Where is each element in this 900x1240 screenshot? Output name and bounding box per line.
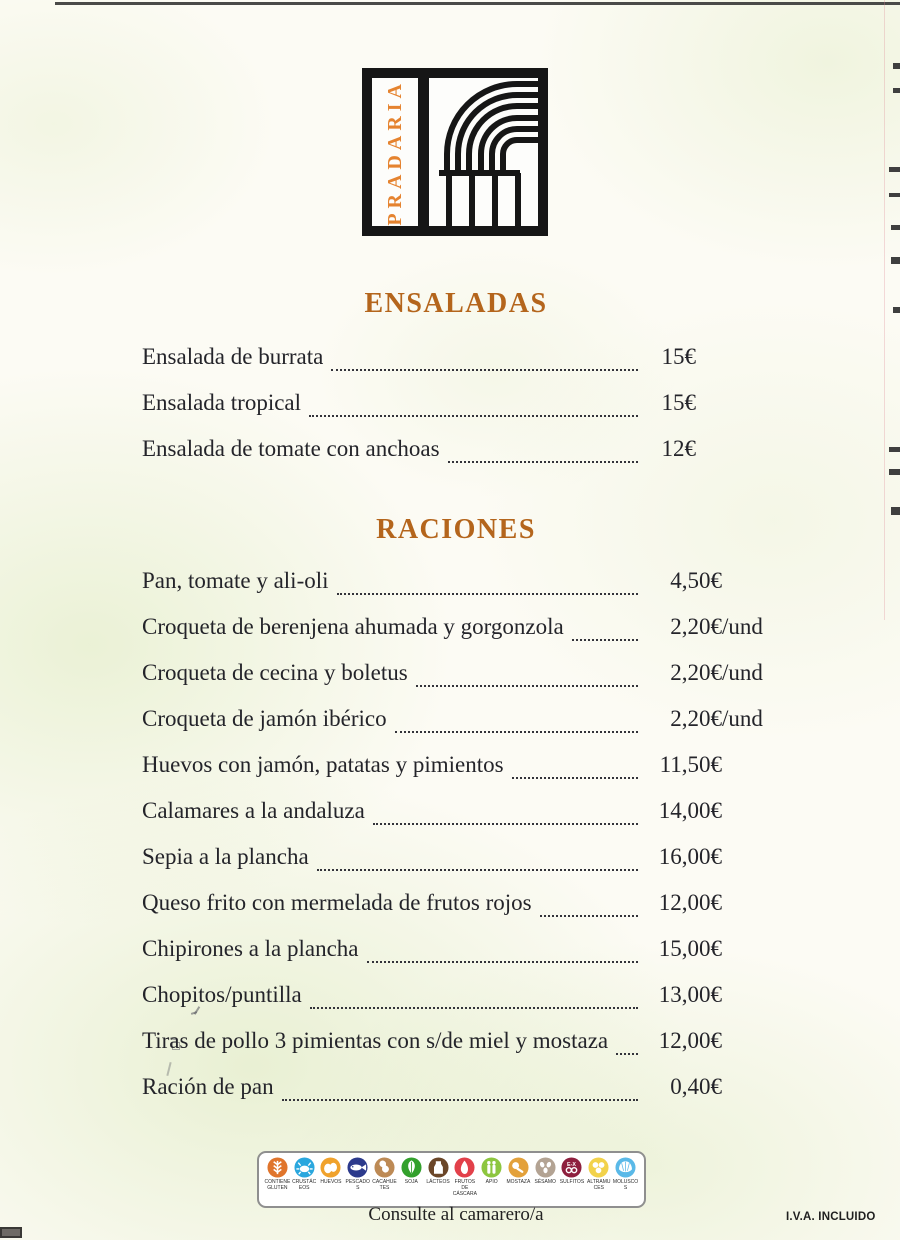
- item-price: [648, 742, 770, 788]
- item-price: [648, 834, 770, 880]
- allergen-label: ALTRAMUCES: [587, 1179, 611, 1191]
- vat-note: I.V.A. INCLUIDO: [786, 1211, 876, 1223]
- allergen-icon-crustaceos: [294, 1157, 315, 1178]
- item-price: [648, 558, 770, 604]
- allergen-item-cacahuetes: [371, 1157, 398, 1192]
- scan-artifact-edge-mark: [891, 257, 900, 264]
- item-price: [648, 788, 770, 834]
- item-price: [648, 380, 770, 426]
- scan-artifact-top-edge: [55, 2, 900, 5]
- item-name: Pan, tomate y ali-oli: [142, 568, 329, 593]
- item-price: [648, 334, 770, 380]
- allergen-label: CACAHUETES: [372, 1179, 397, 1191]
- restaurant-logo: [362, 68, 548, 236]
- allergen-icon-apio: [481, 1157, 502, 1178]
- allergen-item-pescados: [344, 1157, 371, 1192]
- allergen-label: MOSTAZA: [506, 1179, 531, 1185]
- menu-item-row: [142, 650, 770, 696]
- allergen-item-gluten: [264, 1157, 291, 1192]
- scan-artifact-edge-mark: [891, 507, 900, 515]
- item-name: Ensalada tropical: [142, 390, 302, 415]
- allergen-icon-sesamo: [535, 1157, 556, 1178]
- dot-leader: [373, 823, 638, 825]
- dot-leader: [317, 869, 638, 871]
- scan-artifact-edge-mark: [889, 193, 900, 197]
- dot-leader: [331, 369, 638, 371]
- allergen-item-moluscos: [612, 1157, 639, 1192]
- item-name: Ración de pan: [142, 1074, 274, 1099]
- allergen-icon-pescados: [347, 1157, 368, 1178]
- allergen-label: PESCADOS: [345, 1179, 370, 1191]
- scan-artifact-edge-mark: [891, 225, 900, 230]
- dot-leader: [540, 915, 638, 917]
- price-amount: 0,40€: [670, 1074, 722, 1099]
- allergen-icon-moluscos: [615, 1157, 636, 1178]
- menu-item-row: [142, 558, 770, 604]
- item-name: Sepia a la plancha: [142, 844, 309, 869]
- dot-leader: [309, 415, 638, 417]
- item-price: [648, 696, 770, 742]
- scan-artifact-edge-mark: [893, 88, 900, 93]
- price-amount: 4,50€: [670, 568, 722, 593]
- section-heading-ensaladas: ENSALADAS: [364, 288, 548, 319]
- item-price: [648, 880, 770, 926]
- menu-section-raciones: [142, 558, 770, 1110]
- price-amount: 12,00€: [658, 890, 722, 915]
- item-name: Chipirones a la plancha: [142, 936, 359, 961]
- price-amount: 16,00€: [658, 844, 722, 869]
- allergen-icon-altramuces: [588, 1157, 609, 1178]
- scan-artifact-corner-mark: [0, 1227, 22, 1238]
- scan-artifact-edge-mark: [889, 469, 900, 475]
- price-unit: /und: [722, 660, 763, 685]
- price-unit: /und: [722, 614, 763, 639]
- price-amount: 12,00€: [658, 1028, 722, 1053]
- logo-divider: [418, 78, 429, 226]
- dot-leader: [310, 1007, 638, 1009]
- price-amount: 15,00€: [658, 936, 722, 961]
- item-price: [648, 650, 770, 696]
- logo-brand-panel: [372, 78, 418, 226]
- allergen-item-altramuces: [585, 1157, 612, 1192]
- allergen-item-lacteos: [425, 1157, 452, 1186]
- svg-text:E-X: E-X: [567, 1161, 577, 1168]
- menu-item-row: [142, 788, 770, 834]
- item-name: Queso frito con mermelada de frutos rojos: [142, 890, 532, 915]
- item-name: Huevos con jamón, patatas y pimientos: [142, 752, 504, 777]
- dot-leader: [448, 461, 638, 463]
- scan-artifact-edge-mark: [893, 63, 900, 69]
- menu-item-row: [142, 696, 770, 742]
- dot-leader: [282, 1099, 638, 1101]
- menu-item-row: [142, 380, 770, 426]
- price-amount: 2,20€: [670, 660, 722, 685]
- allergen-item-crustaceos: [291, 1157, 318, 1192]
- dot-leader: [337, 593, 638, 595]
- allergen-label: CONTIENE GLUTEN: [264, 1179, 291, 1191]
- allergen-label: FRUTOS DE CÁSCARA: [452, 1179, 477, 1197]
- item-name: Croqueta de berenjena ahumada y gorgonzola: [142, 614, 564, 639]
- price-amount: 14,00€: [658, 798, 722, 823]
- allergen-item-soja: [398, 1157, 425, 1186]
- menu-section-ensaladas: [142, 334, 770, 472]
- item-name: Croqueta de jamón ibérico: [142, 706, 387, 731]
- menu-item-row: [142, 972, 770, 1018]
- allergen-label: LÁCTEOS: [426, 1179, 450, 1185]
- section-heading-raciones: RACIONES: [376, 514, 536, 545]
- menu-item-row: [142, 926, 770, 972]
- allergen-label: CRUSTÁCEOS: [292, 1179, 317, 1191]
- dot-leader: [572, 639, 638, 641]
- menu-item-row: [142, 604, 770, 650]
- allergen-legend: [257, 1151, 646, 1208]
- item-price: [648, 926, 770, 972]
- allergen-icon-lacteos: [428, 1157, 449, 1178]
- logo-arches-icon: [429, 78, 538, 226]
- item-name: Croqueta de cecina y boletus: [142, 660, 408, 685]
- price-amount: 2,20€: [670, 706, 722, 731]
- scan-artifact-edge-mark: [893, 307, 900, 313]
- allergen-icon-gluten: [267, 1157, 288, 1178]
- item-price: [648, 604, 770, 650]
- price-amount: 13,00€: [658, 982, 722, 1007]
- logo-brand-text: PRADARIA: [383, 78, 406, 226]
- allergen-label: MOLUSCOS: [612, 1179, 639, 1191]
- dot-leader: [616, 1053, 638, 1055]
- item-name: Ensalada de tomate con anchoas: [142, 436, 440, 461]
- allergen-icon-huevos: [320, 1157, 341, 1178]
- item-price: [648, 426, 770, 472]
- item-name: Chopitos/puntilla: [142, 982, 302, 1007]
- price-amount: 15€: [661, 344, 696, 369]
- allergen-label: APIO: [485, 1179, 498, 1185]
- item-name: Calamares a la andaluza: [142, 798, 365, 823]
- allergen-icon-mostaza: [508, 1157, 529, 1178]
- item-price: [648, 1018, 770, 1064]
- menu-item-row: [142, 834, 770, 880]
- price-amount: 15€: [661, 390, 696, 415]
- allergen-item-frutos-cascara: [451, 1157, 478, 1197]
- menu-item-row: [142, 880, 770, 926]
- allergen-item-mostaza: [505, 1157, 532, 1186]
- allergen-item-sulfitos: [559, 1157, 586, 1186]
- allergen-label: SÉSAMO: [534, 1179, 556, 1185]
- menu-item-row: [142, 1018, 770, 1064]
- dot-leader: [395, 731, 638, 733]
- dot-leader: [367, 961, 638, 963]
- dot-leader: [512, 777, 638, 779]
- item-name: Tiras de pollo 3 pimientas con s/de miel y mostaza: [142, 1028, 609, 1053]
- menu-item-row: [142, 334, 770, 380]
- scan-artifact-pink-line: [884, 0, 885, 620]
- price-amount: 2,20€: [670, 614, 722, 639]
- scan-artifact-edge-mark: [889, 167, 900, 172]
- allergen-label: HUEVOS: [320, 1179, 342, 1185]
- allergen-label: SOJA: [404, 1179, 418, 1185]
- allergen-icon-soja: [401, 1157, 422, 1178]
- item-price: [648, 1064, 770, 1110]
- scan-artifact-edge-mark: [889, 447, 900, 452]
- item-name: Ensalada de burrata: [142, 344, 324, 369]
- menu-item-row: [142, 742, 770, 788]
- allergen-item-sesamo: [532, 1157, 559, 1186]
- allergen-item-huevos: [318, 1157, 345, 1186]
- dot-leader: [416, 685, 638, 687]
- menu-item-row: [142, 426, 770, 472]
- allergen-icon-cacahuetes: [374, 1157, 395, 1178]
- price-unit: /und: [722, 706, 763, 731]
- allergen-item-apio: [478, 1157, 505, 1186]
- menu-item-row: [142, 1064, 770, 1110]
- allergen-label: SULFITOS: [559, 1179, 585, 1185]
- waiter-note: Consulte al camarero/a: [368, 1204, 544, 1225]
- allergen-icon-sulfitos: [561, 1157, 582, 1178]
- item-price: [648, 972, 770, 1018]
- allergen-icon-frutos-cascara: [454, 1157, 475, 1178]
- price-amount: 12€: [661, 436, 696, 461]
- price-amount: 11,50€: [659, 752, 722, 777]
